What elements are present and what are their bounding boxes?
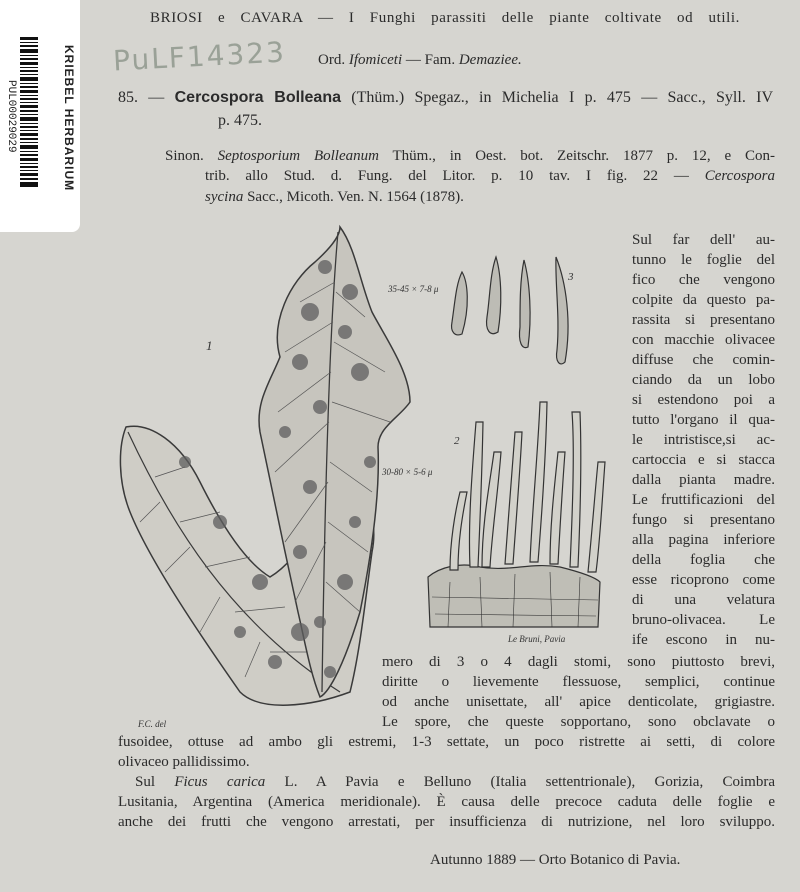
description-line: olivaceo pallidissimo. <box>118 754 250 770</box>
description-line: le intristisce,si ac- <box>632 432 775 448</box>
description-line: della foglia che <box>632 552 775 568</box>
description-line: diffuse che comin- <box>632 352 775 368</box>
page-header: BRIOSI e CAVARA — I Funghi parassiti delle piante coltivate od utili. <box>150 10 740 26</box>
distribution-line-1: Sul Ficus carica L. A Pavia e Belluno (Italia settentrionale), Gorizia, Coimbra <box>135 774 775 790</box>
synonyms-line-1: Sinon. Septosporium Bolleanum Thüm., in Oest. bot. Zeitschr. 1877 p. 12, e Con- <box>165 148 775 164</box>
spore-size-label: 35-45 × 7-8 μ <box>388 284 439 294</box>
fig2-label: 2 <box>454 435 460 447</box>
description-line: mero di 3 o 4 dagli stomi, sono piuttosto brevi, <box>382 654 775 670</box>
species-entry-cont: p. 475. <box>218 112 262 129</box>
description-line: fusoidee, ottuse ad ambo gli estremi, 1-3 settate, un poco ristrette ai setti, di colore <box>118 734 775 750</box>
specimen-code: PUL00029029 <box>5 80 17 153</box>
description-line: Le fruttificazioni del <box>632 492 775 508</box>
fig3-spores <box>452 257 568 364</box>
herbarium-label <box>0 0 80 232</box>
distribution-line-3: anche dei frutti che vengono arrestati, per insufficienza di nutrizione, nel loro sviluppo. <box>118 814 775 830</box>
classification-line: Ord. Ifomiceti — Fam. Demaziee. <box>318 52 522 68</box>
fig3-label: 3 <box>568 271 574 283</box>
description-line: con macchie olivacee <box>632 332 775 348</box>
order-name: Ifomiceti <box>348 52 403 68</box>
species-entry: 85. — Cercospora Bolleana (Thüm.) Spegaz., in Michelia I p. 475 — Sacc., Syll. IV <box>118 89 774 106</box>
description-line: diritte o lievemente flessuose, semplici, continue <box>382 674 775 690</box>
description-line: bruno-olivacea. Le <box>632 612 775 628</box>
description-line: ife escono in nu- <box>632 632 775 648</box>
synonyms-line-2: trib. allo Stud. d. Fung. del Litor. p. 10 tav. I fig. 22 — Cercospora <box>205 168 775 184</box>
distribution-line-2: Lusitania, Argentina (America meridionale). È causa delle precoce caduta delle foglie e <box>118 794 775 810</box>
description-line: si estendono poi a <box>632 392 775 408</box>
herbarium-name: KRIEBEL HERBARIUM <box>62 45 76 192</box>
description-line: colpite da questo pa- <box>632 292 775 308</box>
fig2-hyphae <box>450 402 605 572</box>
description-line: di una velatura <box>632 592 775 608</box>
description-line: alla pagina inferiore <box>632 532 775 548</box>
species-name: Cercospora Bolleana <box>174 89 341 106</box>
host-name: Ficus carica <box>174 774 266 790</box>
description-line: esse ricoprono come <box>632 572 775 588</box>
synonyms-line-3: sycina Sacc., Micoth. Ven. N. 1564 (1878). <box>205 189 464 205</box>
description-line: Sul far dell' au- <box>632 232 775 248</box>
description-line: fungo si presentano <box>632 512 775 528</box>
fig1-label: 1 <box>206 338 213 353</box>
description-line: ciando da un lobo <box>632 372 775 388</box>
description-line: fico che vengono <box>632 272 775 288</box>
collection-footer: Autunno 1889 — Orto Botanico di Pavia. <box>430 852 681 868</box>
artist-signature: F.C. del <box>138 719 167 729</box>
hyphae-size-label: 30-80 × 5-6 μ <box>382 467 433 477</box>
barcode <box>20 37 38 187</box>
description-line: cartoccia e si stacca <box>632 452 775 468</box>
description-line: od anche unisettate, all' apice denticolate, grigiastre. <box>382 694 775 710</box>
engraver-signature: Le Bruni, Pavia <box>508 634 566 644</box>
description-line: tutto l'organo il qua- <box>632 412 775 428</box>
description-line: dalla pianta madre. <box>632 472 775 488</box>
description-line: tunno le foglie del <box>632 252 775 268</box>
handwritten-accession: PuLF14323 <box>112 35 287 78</box>
description-line: rassita si presentano <box>632 312 775 328</box>
description-line: Le spore, che queste sopportano, sono obclavate o <box>382 714 775 730</box>
family-name: Demaziee. <box>458 52 522 68</box>
